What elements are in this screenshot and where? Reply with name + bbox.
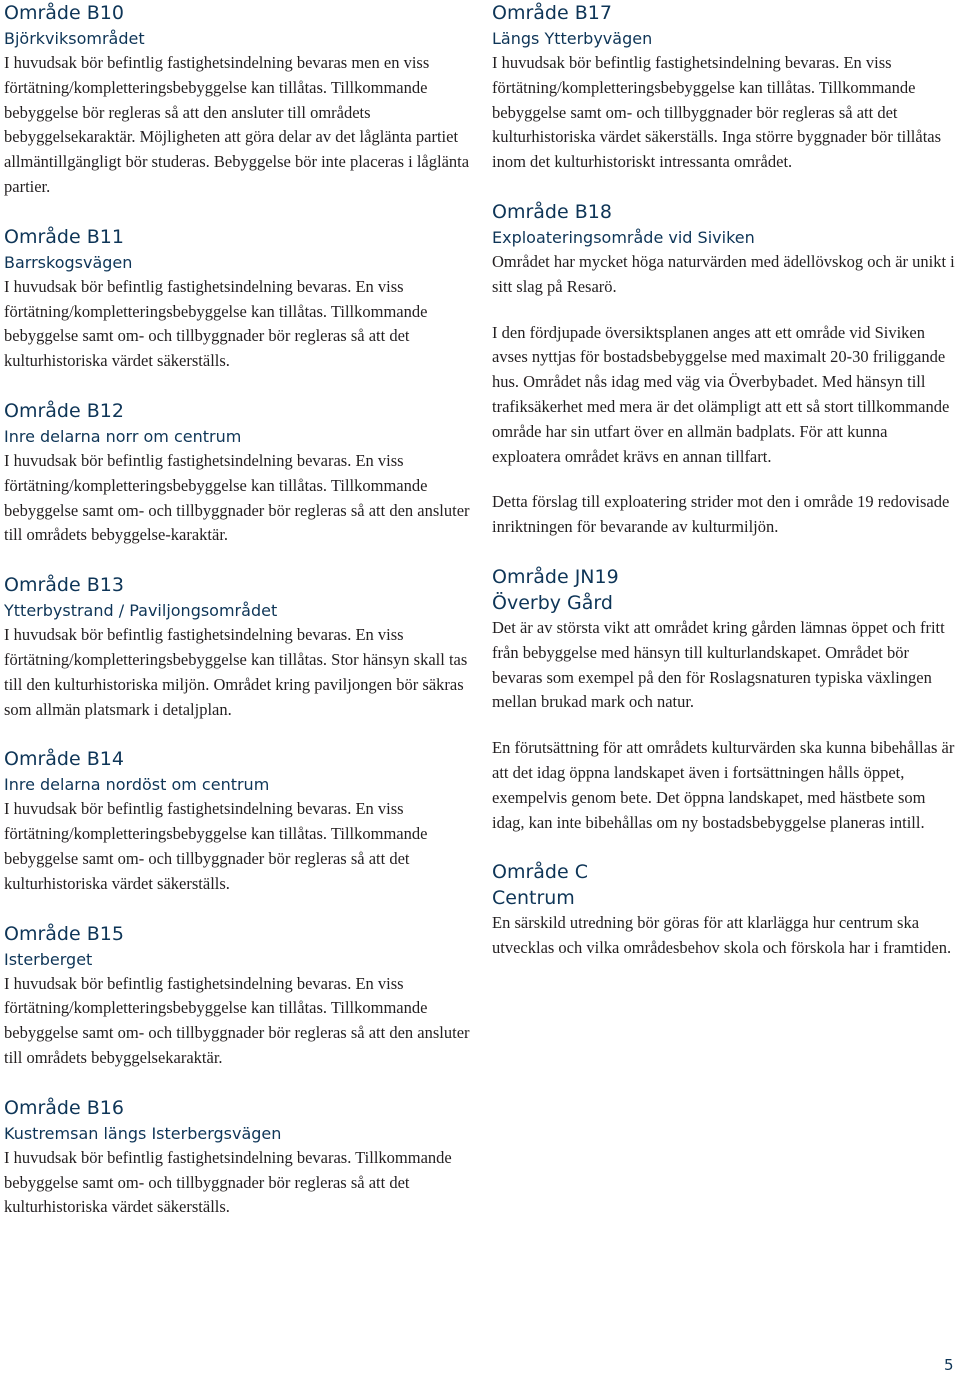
section-subtitle: Isterberget bbox=[4, 949, 93, 969]
section-paragraph: I huvudsak bör befintlig fastighetsindelning bevaras. En viss förtätning/kompletteringsbebyggelse kan tillåtas. Tillkommande bebyggelse samt om- och tillbyggnader bör regleras så att den ansluter till områdets bebyggelsekaraktär. bbox=[4, 973, 470, 1067]
section-title: Område C bbox=[492, 861, 588, 884]
section-subtitle: Centrum bbox=[492, 887, 575, 910]
section-title: Område B13 bbox=[4, 574, 124, 597]
section-paragraph: I huvudsak bör befintlig fastighetsindelning bevaras. En viss förtätning/kompletteringsbebyggelse kan tillåtas. Stor hänsyn skall tas till den kulturhistoriska miljön. Området kring paviljongen bör säkras som allmän platsmark i detaljplan. bbox=[4, 625, 468, 719]
section-b10 bbox=[4, 0, 472, 200]
section-subtitle: Överby Gård bbox=[492, 591, 613, 614]
section-b16 bbox=[4, 1095, 472, 1220]
section-subtitle: Kustremsan längs Isterbergsvägen bbox=[4, 1123, 282, 1143]
section-paragraph: Detta förslag till exploatering strider mot den i område 19 redovisade inriktningen för bevarande av kulturmiljön. bbox=[492, 492, 950, 537]
section-title: Område B18 bbox=[492, 200, 612, 223]
section-paragraph: En förutsättning för att områdets kulturvärden ska kunna bibehållas är att det idag öppna landskapet även i fortsättningen hålls öppet, exempelvis genom bete. Det öppna landskapet, med hästbete som idag, kan inte bibehållas om ny bostadsbebyggelse planeras intill. bbox=[492, 738, 955, 832]
section-title: Område B10 bbox=[4, 2, 124, 24]
section-b14 bbox=[4, 746, 472, 896]
section-paragraph: I huvudsak bör befintlig fastighetsindelning bevaras. Tillkommande bebyggelse samt om- och tillbyggnader bör regleras så att det kulturhistoriska värdet säkerställs. bbox=[4, 1147, 452, 1217]
section-paragraph: I huvudsak bör befintlig fastighetsindelning bevaras. En viss förtätning/kompletteringsbebyggelse kan tillåtas. Tillkommande bebyggelse samt om- och tillbyggnader bör regleras så att det kulturhistoriska värdet säkerställs. bbox=[4, 276, 428, 371]
section-jn19 bbox=[492, 564, 958, 835]
section-paragraph: En särskild utredning bör göras för att klarlägga hur centrum ska utvecklas och vilka områdesbehov skola och förskola har i framtiden. bbox=[492, 913, 952, 958]
section-subtitle: Barrskogsvägen bbox=[4, 252, 133, 272]
section-paragraph: I huvudsak bör befintlig fastighetsindelning bevaras. En viss förtätning/kompletteringsbebyggelse kan tillåtas. Tillkommande bebyggelse samt om- och tillbyggnader bör regleras så att det kulturhistoriska värdet säkerställs. Inga större byggnader bör tillåtas inom det kulturhistoriskt intressanta området. bbox=[492, 53, 942, 172]
section-subtitle: Inre delarna nordöst om centrum bbox=[4, 775, 270, 795]
section-c bbox=[492, 859, 958, 961]
section-subtitle: Ytterbystrand / Paviljongsområdet bbox=[4, 601, 278, 621]
section-b17 bbox=[492, 0, 958, 175]
section-paragraph: I den fördjupade översiktsplanen anges att ett område vid Siviken avses nyttjas för bostadsbebyggelse med maximalt 20-30 friliggande hus. Området nås idag med väg via Överbybadet. Med hänsyn till trafiksäkerhet med mera är det olämpligt att ett så stort tillkommande område har sin utfart över en allmän badplats. För att kunna exploatera området krävs en annan tillfart. bbox=[492, 322, 950, 466]
section-paragraph: I huvudsak bör befintlig fastighetsindelning bevaras. En viss förtätning/kompletteringsbebyggelse kan tillåtas. Tillkommande bebyggelse samt om- och tillbyggnader bör regleras så att den ansluter till områdets bebyggelse-karaktär. bbox=[4, 450, 470, 545]
section-title: Område B16 bbox=[4, 1096, 124, 1119]
left-column bbox=[4, 0, 472, 1244]
section-paragraph: Det är av största vikt att området kring gården lämnas öppet och fritt från bebyggelse med hänsyn till kulturlandskapet. Området bör bevaras som exempel på den för Roslagsnaturen typiska växlingen mellan brukad mark och natur. bbox=[492, 617, 945, 712]
section-subtitle: Inre delarna norr om centrum bbox=[4, 426, 242, 446]
section-b13 bbox=[4, 572, 472, 722]
section-title: Område B11 bbox=[4, 225, 124, 248]
section-title: Område B12 bbox=[4, 399, 124, 422]
section-title: Område B17 bbox=[492, 2, 612, 24]
section-paragraph: I huvudsak bör befintlig fastighetsindelning bevaras. En viss förtätning/kompletteringsbebyggelse kan tillåtas. Tillkommande bebyggelse samt om- och tillbyggnader bör regleras så att det kulturhistoriska värdet säkerställs. bbox=[4, 799, 428, 893]
section-subtitle: Längs Ytterbyvägen bbox=[492, 29, 653, 48]
section-paragraph: I huvudsak bör befintlig fastighetsindelning bevaras men en viss förtätning/kompletteringsbebyggelse kan tillåtas. Tillkommande bebyggelse bör regleras så att den ansluter till områdets bebyggelsekaraktär. Möjligheten att göra delar av det låglänta partiet allmäntillgängligt bör studeras. Bebyggelse bör inte placeras i låglänta partier. bbox=[4, 53, 470, 196]
section-title: Område JN19 bbox=[492, 565, 619, 588]
section-subtitle: Björkviksområdet bbox=[4, 29, 145, 48]
right-column bbox=[492, 0, 958, 985]
section-title: Område B14 bbox=[4, 748, 124, 771]
section-b12 bbox=[4, 398, 472, 548]
section-title: Område B15 bbox=[4, 922, 124, 945]
section-paragraph: Området har mycket höga naturvärden med ädellövskog och är unikt i sitt slag på Resarö. bbox=[492, 251, 955, 296]
section-b15 bbox=[4, 921, 472, 1071]
section-subtitle: Exploateringsområde vid Siviken bbox=[492, 227, 755, 247]
page-number: 5 bbox=[944, 1356, 954, 1374]
section-b18 bbox=[492, 199, 958, 540]
section-b11 bbox=[4, 224, 472, 374]
